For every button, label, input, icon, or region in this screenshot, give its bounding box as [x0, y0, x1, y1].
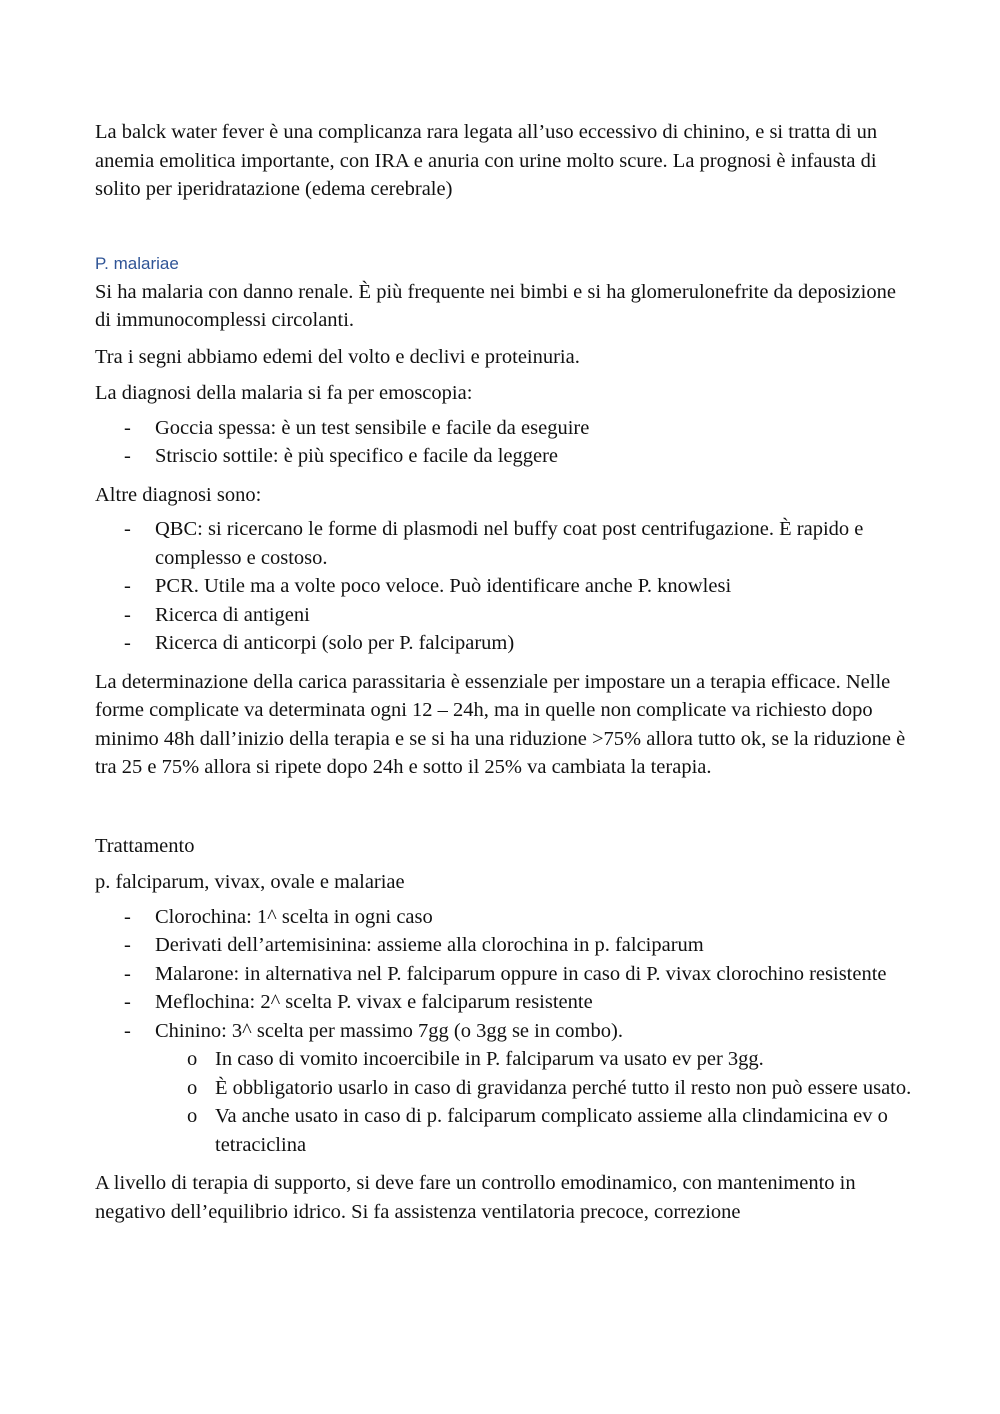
list-item-text: Chinino: 3^ scelta per massimo 7gg (o 3gg se in combo).: [155, 1019, 623, 1042]
list-item: - Clorochina: 1^ scelta in ogni caso: [155, 903, 915, 932]
closing-paragraph: A livello di terapia di supporto, si deve fare un controllo emodinamico, con mantenimento in negativo dell’equilibrio idrico. Si fa assistenza ventilatoria precoce, correzione: [95, 1172, 856, 1223]
sublist-item: o In caso di vomito incoercibile in P. falciparum va usato ev per 3gg.: [215, 1045, 915, 1074]
intro-paragraph: La balck water fever è una complicanza rara legata all’uso eccessivo di chinino, e si tratta di un anemia emolitica importante, con IRA e anuria con urine molto scure. La prognosi è infausta di solito per iperidratazione (edema cerebrale): [95, 121, 878, 200]
treatment-title: Trattamento: [95, 834, 195, 857]
chinino-sublist: [155, 1045, 915, 1159]
list-item: - Derivati dell’artemisinina: assieme alla clorochina in p. falciparum: [155, 931, 915, 960]
list-item: - Malarone: in alternativa nel P. falciparum oppure in caso di P. vivax clorochino resistente: [155, 960, 915, 989]
malariae-paragraph-2: Tra i segni abbiamo edemi del volto e declivi e proteinuria.: [95, 345, 580, 368]
treatment-subtitle: p. falciparum, vivax, ovale e malariae: [95, 871, 405, 893]
list-item: - Ricerca di anticorpi (solo per P. falciparum): [155, 629, 915, 658]
malariae-paragraph-1: Si ha malaria con danno renale. È più frequente nei bimbi e si ha glomerulonefrite da deposizione di immunocomplessi circolanti.: [95, 280, 896, 331]
malariae-paragraph-3: La diagnosi della malaria si fa per emoscopia:: [95, 382, 473, 404]
section-heading-p-malariae: P. malariae: [95, 253, 179, 273]
sublist-item: o Va anche usato in caso di p. falciparum complicato assieme alla clindamicina ev o tetraciclina: [215, 1102, 915, 1159]
sublist-item: o È obbligatorio usarlo in caso di gravidanza perché tutto il resto non può essere usato.: [215, 1074, 915, 1103]
list-item: - Goccia spessa: è un test sensibile e facile da eseguire: [155, 414, 915, 443]
list-item-chinino: [155, 1017, 915, 1160]
treatment-list: [95, 903, 915, 1160]
list-item: - Meflochina: 2^ scelta P. vivax e falciparum resistente: [155, 988, 915, 1017]
document-page: [95, 118, 915, 1226]
malariae-paragraph-5: La determinazione della carica parassitaria è essenziale per impostare un a terapia efficace. Nelle forme complicate va determinata ogni 12 – 24h, ma in quelle non complicate va richiesto dopo minimo 48h dall’inizio della terapia e se si ha una riduzione >75% allora tutto ok, se la riduzione è tra 25 e 75% allora si ripete dopo 24h e sotto il 25% va cambiata la terapia.: [95, 670, 906, 778]
emoscopia-list: [95, 414, 915, 471]
list-item: - QBC: si ricercano le forme di plasmodi nel buffy coat post centrifugazione. È rapido e complesso e costoso.: [155, 515, 915, 572]
list-item: - PCR. Utile ma a volte poco veloce. Può identificare anche P. knowlesi: [155, 572, 915, 601]
altre-diagnosi-list: [95, 515, 915, 658]
list-item: - Striscio sottile: è più specifico e facile da leggere: [155, 442, 915, 471]
malariae-paragraph-4: Altre diagnosi sono:: [95, 483, 262, 506]
list-item: - Ricerca di antigeni: [155, 601, 915, 630]
